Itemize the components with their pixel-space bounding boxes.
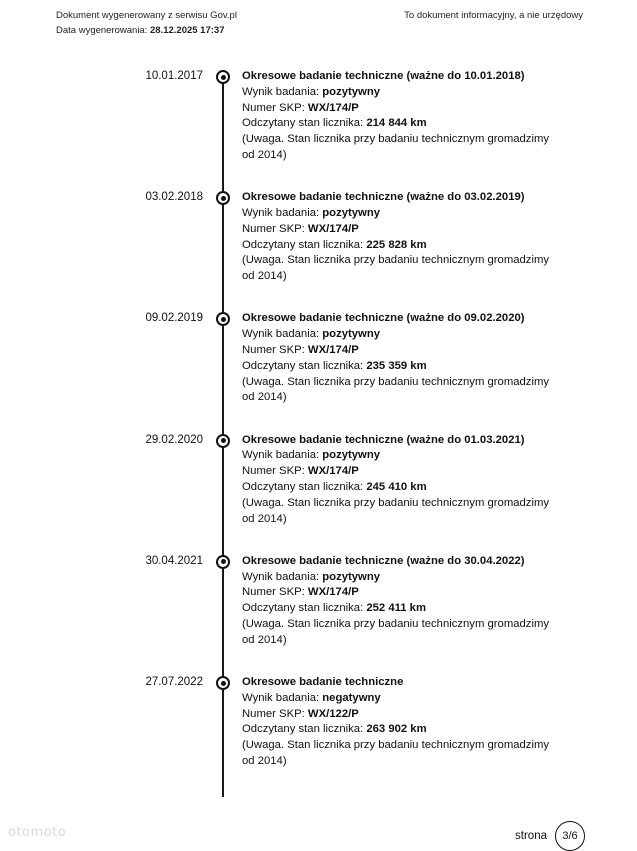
odometer-note: (Uwaga. Stan licznika przy badaniu technicznym gromadzimy od 2014) bbox=[242, 739, 550, 767]
timeline-marker-icon bbox=[216, 312, 230, 326]
skp-label: Numer SKP: bbox=[242, 586, 308, 599]
odometer-label: Odczytany stan licznika: bbox=[242, 238, 367, 251]
inspection-details bbox=[242, 675, 562, 770]
inspection-station bbox=[242, 343, 562, 359]
odometer-reading bbox=[242, 601, 562, 617]
odometer-reading bbox=[242, 722, 562, 738]
document-header-right bbox=[404, 8, 583, 23]
inspection-result bbox=[242, 691, 562, 707]
odometer-reading bbox=[242, 116, 562, 132]
timeline-marker-icon bbox=[216, 555, 230, 569]
skp-value: WX/174/P bbox=[307, 222, 359, 235]
inspection-date: 10.01.2017 bbox=[145, 70, 203, 82]
inspection-result bbox=[242, 327, 562, 343]
odometer-note: (Uwaga. Stan licznika przy badaniu technicznym gromadzimy od 2014) bbox=[242, 375, 550, 404]
skp-label: Numer SKP: bbox=[242, 465, 308, 478]
timeline-marker-icon bbox=[216, 191, 230, 205]
odometer-note: (Uwaga. Stan licznika przy badaniu technicznym gromadzimy od 2014) bbox=[242, 496, 550, 525]
timeline-marker-icon bbox=[216, 70, 230, 84]
skp-label: Numer SKP: bbox=[242, 343, 308, 356]
odometer-note: (Uwaga. Stan licznika przy badaniu technicznym gromadzimy od 2014) bbox=[242, 617, 550, 646]
result-value: pozytywny bbox=[322, 85, 381, 98]
skp-value: WX/174/P bbox=[307, 343, 359, 356]
result-value: pozytywny bbox=[322, 328, 381, 341]
result-label: Wynik badania: bbox=[242, 328, 323, 341]
odometer-value: 245 410 km bbox=[366, 480, 427, 493]
inspection-date: 09.02.2019 bbox=[145, 312, 203, 325]
inspection-result bbox=[242, 85, 562, 101]
result-label: Wynik badania: bbox=[242, 570, 323, 583]
inspection-date: 30.04.2021 bbox=[145, 554, 203, 567]
inspection-station bbox=[242, 707, 562, 723]
skp-label: Numer SKP: bbox=[242, 707, 308, 720]
inspection-station bbox=[242, 464, 562, 480]
odometer-label: Odczytany stan licznika: bbox=[242, 117, 367, 130]
skp-label: Numer SKP: bbox=[242, 101, 308, 114]
timeline-marker-icon bbox=[216, 434, 230, 448]
inspection-station bbox=[242, 101, 562, 117]
generated-date-label: Data wygenerowania: bbox=[56, 25, 150, 36]
result-label: Wynik badania: bbox=[242, 206, 323, 219]
odometer-note: (Uwaga. Stan licznika przy badaniu technicznym gromadzimy od 2014) bbox=[242, 254, 550, 283]
odometer-label: Odczytany stan licznika: bbox=[242, 602, 367, 615]
inspection-details bbox=[242, 433, 562, 528]
inspection-result bbox=[242, 206, 562, 222]
page-label: strona bbox=[515, 830, 547, 842]
informational-notice: To dokument informacyjny, a nie urzędowy bbox=[404, 10, 583, 21]
inspection-title: Okresowe badanie techniczne (ważne do 09.02.2020) bbox=[242, 312, 525, 325]
odometer-value: 214 844 km bbox=[366, 117, 427, 130]
inspection-date: 29.02.2020 bbox=[145, 433, 203, 446]
inspection-title: Okresowe badanie techniczne (ważne do 30.04.2022) bbox=[242, 554, 525, 567]
inspection-title: Okresowe badanie techniczne (ważne do 03.02.2019) bbox=[242, 191, 525, 204]
inspection-result bbox=[242, 570, 562, 586]
result-label: Wynik badania: bbox=[242, 85, 323, 98]
inspection-station bbox=[242, 222, 562, 238]
odometer-value: 225 828 km bbox=[366, 238, 427, 251]
result-label: Wynik badania: bbox=[242, 691, 323, 704]
odometer-label: Odczytany stan licznika: bbox=[242, 480, 367, 493]
result-value: pozytywny bbox=[322, 570, 381, 583]
odometer-label: Odczytany stan licznika: bbox=[242, 723, 367, 736]
odometer-note: (Uwaga. Stan licznika przy badaniu technicznym gromadzimy od 2014) bbox=[242, 133, 550, 161]
odometer-value: 263 902 km bbox=[366, 723, 427, 736]
inspection-details bbox=[242, 311, 562, 406]
inspection-date: 03.02.2018 bbox=[145, 191, 203, 204]
inspection-station bbox=[242, 585, 562, 601]
timeline-marker-icon bbox=[216, 676, 230, 690]
odometer-reading bbox=[242, 359, 562, 375]
skp-value: WX/174/P bbox=[307, 465, 359, 478]
skp-value: WX/174/P bbox=[307, 101, 359, 114]
odometer-value: 252 411 km bbox=[366, 602, 427, 615]
inspection-result bbox=[242, 448, 562, 464]
result-label: Wynik badania: bbox=[242, 449, 323, 462]
skp-label: Numer SKP: bbox=[242, 222, 308, 235]
page-footer bbox=[515, 824, 585, 848]
inspection-title: Okresowe badanie techniczne (ważne do 01.03.2021) bbox=[242, 433, 525, 446]
result-value: pozytywny bbox=[322, 206, 381, 219]
inspection-details bbox=[242, 554, 562, 649]
odometer-value: 235 359 km bbox=[366, 359, 427, 372]
generated-date-line bbox=[56, 23, 237, 38]
inspection-title: Okresowe badanie techniczne bbox=[242, 676, 404, 688]
skp-value: WX/174/P bbox=[307, 586, 359, 599]
inspection-details bbox=[242, 69, 562, 164]
watermark-logo: otomoto bbox=[8, 825, 67, 840]
inspection-title: Okresowe badanie techniczne (ważne do 10.01.2018) bbox=[242, 70, 525, 82]
inspection-date: 27.07.2022 bbox=[145, 676, 203, 688]
skp-value: WX/122/P bbox=[307, 707, 359, 720]
page-number-badge: 3/6 bbox=[555, 821, 585, 851]
odometer-reading bbox=[242, 238, 562, 254]
document-header-left bbox=[56, 8, 237, 38]
inspection-details bbox=[242, 190, 562, 285]
odometer-reading bbox=[242, 480, 562, 496]
result-value: negatywny bbox=[322, 691, 381, 704]
result-value: pozytywny bbox=[322, 449, 381, 462]
generated-source-text: Dokument wygenerowany z serwisu Gov.pl bbox=[56, 10, 237, 21]
generated-date-value: 28.12.2025 17:37 bbox=[150, 25, 225, 36]
odometer-label: Odczytany stan licznika: bbox=[242, 359, 367, 372]
